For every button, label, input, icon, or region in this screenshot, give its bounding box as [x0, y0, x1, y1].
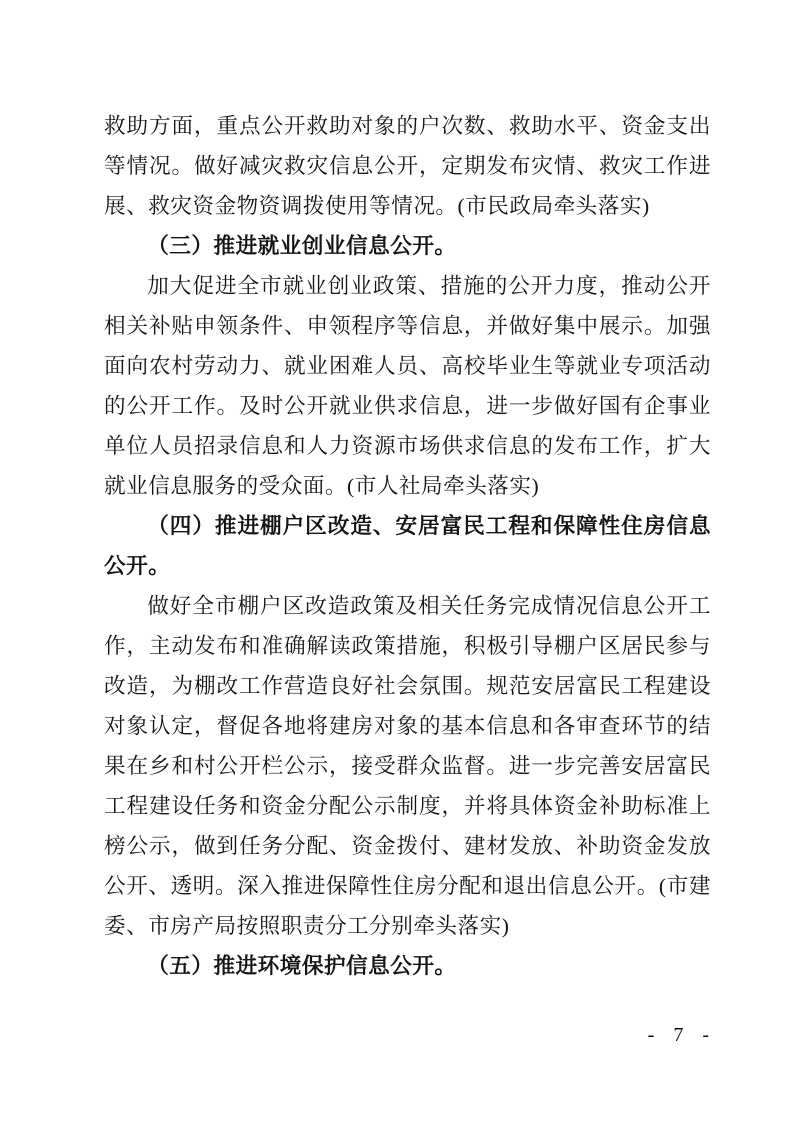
page-number: - 7 -	[647, 1024, 713, 1046]
heading-section-5-environment: （五）推进环境保护信息公开。	[147, 954, 457, 978]
heading-section-3-employment: （三）推进就业创业信息公开。	[147, 234, 457, 258]
paragraph-disaster-relief-continuation: 救助方面，重点公开救助对象的户次数、救助水平、资金支出等情况。做好减灾救灾信息公开，定期发布灾情、救灾工作进展、救灾资金物资调拨使用等情况。(市民政局牵头落实)	[104, 114, 711, 218]
heading-section-4-housing: （四）推进棚户区改造、安居富民工程和保障性住房信息公开。	[104, 514, 711, 578]
document-body	[104, 106, 711, 986]
paragraph-housing-info: 做好全市棚户区改造政策及相关任务完成情况信息公开工作，主动发布和准确解读政策措施，积极引导棚户区居民参与改造，为棚改工作营造良好社会氛围。规范安居富民工程建设对象认定，督促各地将建房对象的基本信息和各审查环节的结果在乡和村公开栏公示，接受群众监督。进一步完善安居富民工程建设任务和资金分配公示制度，并将具体资金补助标准上榜公示，做到任务分配、资金拨付、建材发放、补助资金发放公开、透明。深入推进保障性住房分配和退出信息公开。(市建委、市房产局按照职责分工分别牵头落实)	[104, 594, 711, 938]
paragraph-employment-info: 加大促进全市就业创业政策、措施的公开力度，推动公开相关补贴申领条件、申领程序等信息，并做好集中展示。加强面向农村劳动力、就业困难人员、高校毕业生等就业专项活动的公开工作。及时公开就业供求信息，进一步做好国有企事业单位人员招录信息和人力资源市场供求信息的发布工作，扩大就业信息服务的受众面。(市人社局牵头落实)	[104, 274, 711, 498]
